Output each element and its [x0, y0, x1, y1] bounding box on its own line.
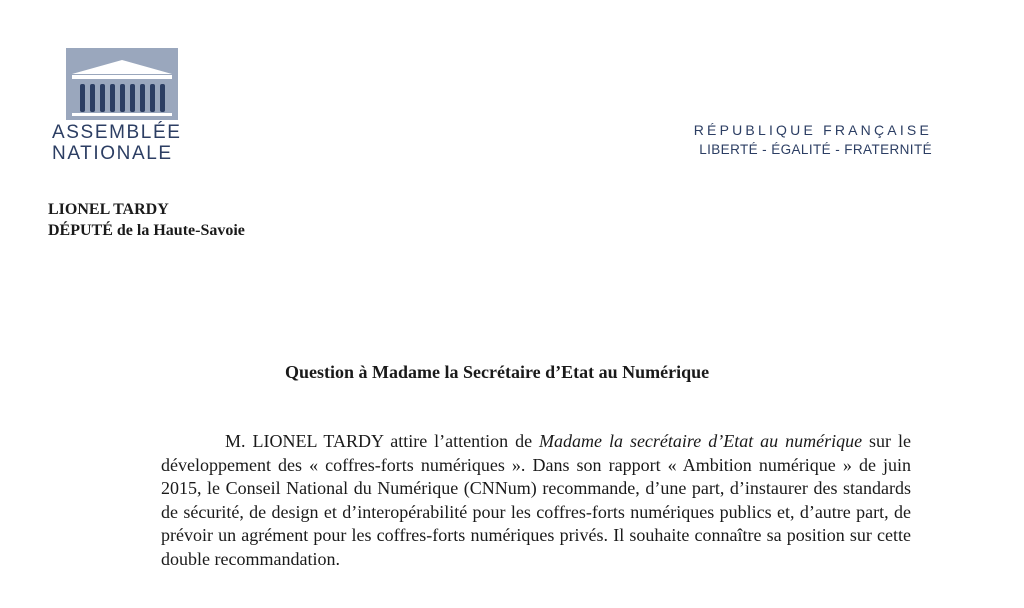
republic-heading — [694, 121, 932, 161]
logo-line-2: NATIONALE — [52, 143, 173, 164]
hemicycle-emblem — [66, 48, 178, 120]
logo-line-1: ASSEMBLÉE — [52, 122, 182, 143]
sender-block — [48, 199, 245, 241]
question-title: Question à Madame la Secrétaire d’Etat au Numérique — [285, 362, 710, 382]
question-body — [161, 430, 911, 572]
body-intro: M. LIONEL TARDY attire l’attention de — [225, 431, 540, 451]
logo-wordmark — [52, 122, 182, 164]
addressee: Madame la secrétaire d’Etat au numérique — [539, 431, 863, 451]
sender-name: LIONEL TARDY — [48, 201, 169, 218]
body-main: sur le développement des « coffres-forts numériques ». Dans son rapport « Ambition numérique » de juin 2015, le Conseil National du Numérique (CNNum) recommande, d’une part, d’instaurer des standards de sécurité, de design et d’interopérabilité pour les coffres-forts numériques publics et, d’autre part, de prévoir un agrément pour les coffres-forts numériques privés. Il souhaite connaître sa position sur cette double recommandation. — [161, 431, 911, 569]
sender-title: DÉPUTÉ de la Haute-Savoie — [48, 222, 245, 239]
colonnade-icon — [66, 48, 178, 120]
republique-francaise: RÉPUBLIQUE FRANÇAISE — [693, 122, 932, 138]
national-motto: LIBERTÉ - ÉGALITÉ - FRATERNITÉ — [699, 142, 932, 157]
body-paragraph — [161, 430, 911, 572]
